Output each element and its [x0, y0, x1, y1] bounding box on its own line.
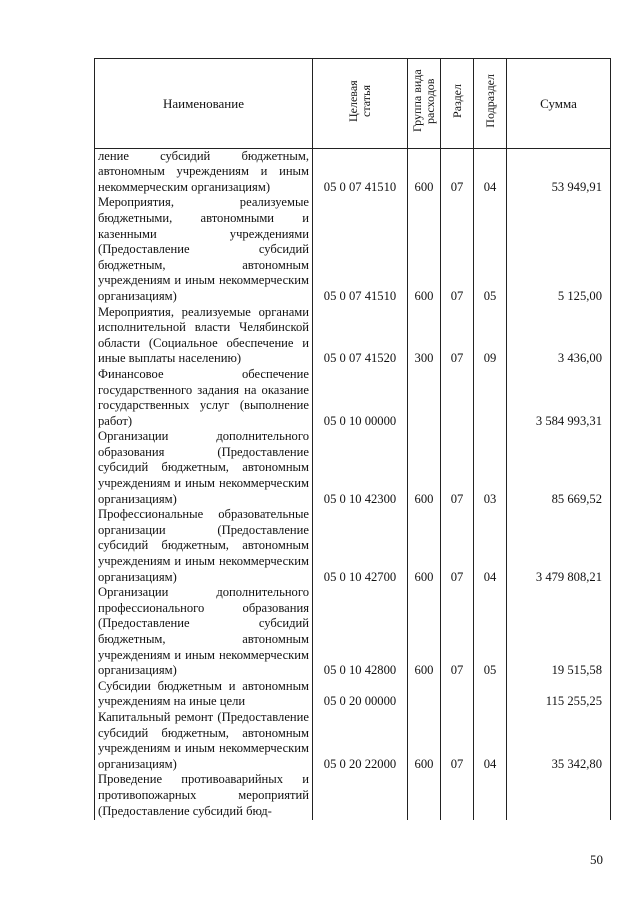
row-subsection: 05 — [474, 195, 507, 304]
row-sum: 19 515,58 — [507, 585, 611, 679]
row-name: Финансовое обеспечение государственного задания на оказание государственных услуг (выполнение работ) — [95, 367, 313, 429]
row-subsection — [474, 772, 507, 820]
row-name: Мероприятия, реализуемые бюджетными, автономными и казенными учреждениями (Предоставление субсидий бюджетным, автономным учреждениям и иным некоммерческим организациям) — [95, 195, 313, 304]
row-group: 300 — [408, 305, 441, 367]
row-group — [408, 367, 441, 429]
row-code: 05 0 07 41510 — [313, 148, 408, 195]
header-section-label: Раздел — [449, 84, 464, 118]
row-code: 05 0 20 00000 — [313, 679, 408, 710]
row-code: 05 0 10 00000 — [313, 367, 408, 429]
row-group — [408, 772, 441, 820]
row-subsection: 04 — [474, 507, 507, 585]
row-subsection — [474, 367, 507, 429]
table-row — [95, 710, 611, 772]
table-row — [95, 507, 611, 585]
header-subsection — [474, 59, 507, 149]
row-sum: 3 584 993,31 — [507, 367, 611, 429]
table-header-row — [95, 59, 611, 149]
row-subsection: 05 — [474, 585, 507, 679]
table-row — [95, 585, 611, 679]
row-section: 07 — [441, 429, 474, 507]
row-name: Организации дополнительного образования (Предоставление субсидий бюджетным, автономным учреждениям и иным некоммерческим организациям) — [95, 429, 313, 507]
row-sum: 85 669,52 — [507, 429, 611, 507]
row-name: Профессиональные образовательные организации (Предоставление субсидий бюджетным, автономным учреждениям и иным некоммерческим организациям) — [95, 507, 313, 585]
row-group — [408, 679, 441, 710]
row-group: 600 — [408, 195, 441, 304]
row-code — [313, 772, 408, 820]
row-sum: 3 479 808,21 — [507, 507, 611, 585]
row-section: 07 — [441, 305, 474, 367]
row-sum: 35 342,80 — [507, 710, 611, 772]
row-name: ление субсидий бюджетным, автономным учреждениям и иным некоммерческим организациям) — [95, 148, 313, 195]
table-row — [95, 305, 611, 367]
row-code: 05 0 20 22000 — [313, 710, 408, 772]
header-code — [313, 59, 408, 149]
row-section: 07 — [441, 148, 474, 195]
row-name: Мероприятия, реализуемые органами исполнительной власти Челябинской области (Социальное обеспечение и иные выплаты населению) — [95, 305, 313, 367]
row-section — [441, 367, 474, 429]
row-section: 07 — [441, 585, 474, 679]
table-row — [95, 772, 611, 820]
row-subsection — [474, 679, 507, 710]
row-section — [441, 679, 474, 710]
row-sum: 3 436,00 — [507, 305, 611, 367]
header-name: Наименование — [95, 59, 313, 149]
header-sum: Сумма — [507, 59, 611, 149]
row-sum: 53 949,91 — [507, 148, 611, 195]
row-sum — [507, 772, 611, 820]
row-group: 600 — [408, 429, 441, 507]
row-section: 07 — [441, 195, 474, 304]
row-sum: 115 255,25 — [507, 679, 611, 710]
row-group: 600 — [408, 507, 441, 585]
row-group: 600 — [408, 710, 441, 772]
row-group: 600 — [408, 585, 441, 679]
row-sum: 5 125,00 — [507, 195, 611, 304]
row-section: 07 — [441, 507, 474, 585]
header-section — [441, 59, 474, 149]
row-code: 05 0 07 41520 — [313, 305, 408, 367]
row-group: 600 — [408, 148, 441, 195]
row-subsection: 09 — [474, 305, 507, 367]
row-section — [441, 772, 474, 820]
table-row — [95, 679, 611, 710]
row-subsection: 03 — [474, 429, 507, 507]
row-code: 05 0 10 42800 — [313, 585, 408, 679]
table-row — [95, 148, 611, 195]
row-subsection: 04 — [474, 710, 507, 772]
row-name: Субсидии бюджетным и автономным учреждениям на иные цели — [95, 679, 313, 710]
row-code: 05 0 10 42300 — [313, 429, 408, 507]
page-number: 50 — [590, 852, 603, 867]
table-row — [95, 195, 611, 304]
header-group — [408, 59, 441, 149]
header-group-label: Группа вида расходов — [410, 69, 437, 133]
header-subsection-label: Подраздел — [482, 74, 497, 128]
row-code: 05 0 10 42700 — [313, 507, 408, 585]
row-name: Организации дополнительного профессионального образования (Предоставление субсидий бюджетным, автономным учреждениям и иным некоммерческим организациям) — [95, 585, 313, 679]
row-name: Проведение противоаварийных и противопожарных мероприятий (Предоставление субсидий бюд- — [95, 772, 313, 820]
table-row — [95, 429, 611, 507]
budget-table — [94, 58, 611, 820]
row-subsection: 04 — [474, 148, 507, 195]
table-row — [95, 367, 611, 429]
row-section: 07 — [441, 710, 474, 772]
row-name: Капитальный ремонт (Предоставление субсидий бюджетным, автономным учреждениям и иным некоммерческим организациям) — [95, 710, 313, 772]
header-code-label: Целевая статья — [346, 80, 373, 122]
row-code: 05 0 07 41510 — [313, 195, 408, 304]
